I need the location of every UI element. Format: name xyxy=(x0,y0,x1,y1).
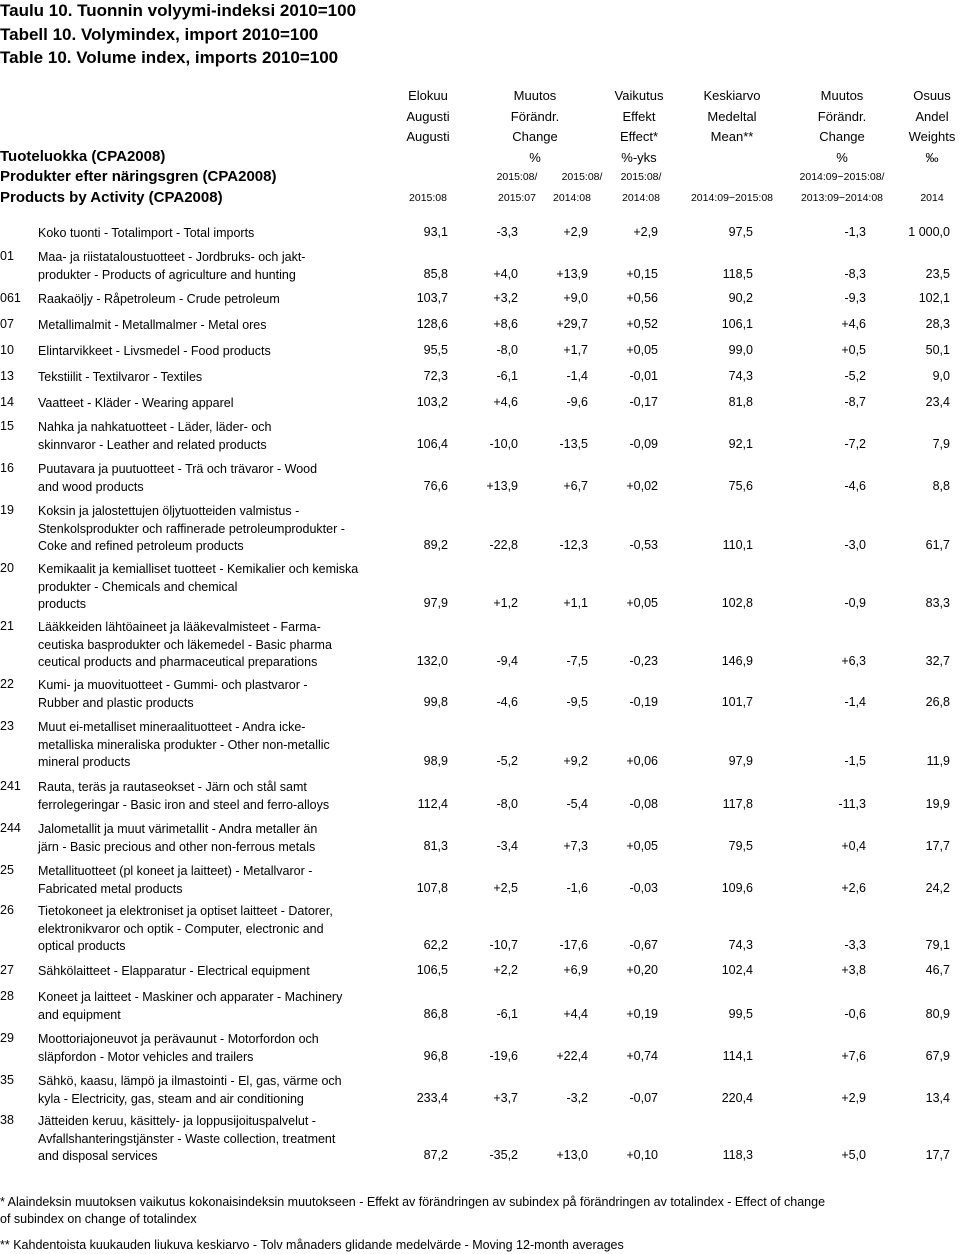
cell-value: 32,7 xyxy=(925,654,950,668)
cell-value: 89,2 xyxy=(423,538,448,552)
cell-value: 128,6 xyxy=(416,317,448,331)
period-label: 2014 xyxy=(920,192,944,204)
cell-value: -7,5 xyxy=(566,654,588,668)
cell-value: +1,7 xyxy=(563,343,588,357)
row-code: 26 xyxy=(0,903,14,917)
cell-value: +4,0 xyxy=(493,266,518,281)
row-label: Vaatteet - Kläder - Wearing apparel xyxy=(38,396,234,410)
cell-value: 81,8 xyxy=(728,395,753,409)
row-label: Metallituotteet (pl koneet ja laitteet) - Metallvaror - xyxy=(38,864,313,878)
cell-value: +2,2 xyxy=(493,963,518,977)
page-title: Table 10. Volume index, imports 2010=100 xyxy=(0,48,339,67)
cell-value: -8,0 xyxy=(496,796,518,811)
row-label: ceutical products and pharmaceutical preparations xyxy=(38,655,318,669)
row-code: 20 xyxy=(0,561,14,575)
cell-value: +1,1 xyxy=(563,596,588,610)
row-label: produkter - Chemicals and chemical xyxy=(38,579,238,594)
cell-value: 103,2 xyxy=(416,395,448,409)
cell-value: +0,02 xyxy=(626,478,658,493)
cell-value: +9,2 xyxy=(563,754,588,768)
cell-value: 99,8 xyxy=(423,694,448,709)
cell-value: 83,3 xyxy=(925,596,950,610)
row-label: Metallimalmit - Metallmalmer - Metal ores xyxy=(38,318,267,332)
cell-value: -17,6 xyxy=(559,938,588,952)
cell-value: +0,20 xyxy=(626,963,658,977)
cell-value: -3,4 xyxy=(496,838,518,853)
cell-value: 72,3 xyxy=(423,369,448,383)
cell-value: 102,4 xyxy=(721,963,753,977)
row-label: and wood products xyxy=(38,479,144,494)
cell-value: -0,67 xyxy=(629,938,658,952)
cell-value: +2,6 xyxy=(841,880,866,895)
cell-value: 9,0 xyxy=(932,369,950,383)
row-label: metalliska mineraliska produkter - Other non-metallic xyxy=(38,737,330,752)
cell-value: -19,6 xyxy=(489,1048,518,1063)
cell-value: -5,2 xyxy=(496,754,518,768)
cell-value: +0,74 xyxy=(626,1048,658,1063)
cell-value: 106,1 xyxy=(721,317,753,331)
row-code: 29 xyxy=(0,1031,14,1045)
row-code: 23 xyxy=(0,719,14,733)
row-code: 15 xyxy=(0,419,14,433)
column-header: % xyxy=(529,150,541,165)
cell-value: +0,05 xyxy=(626,596,658,610)
period-label: 2013:09−2014:08 xyxy=(800,192,884,204)
row-code: 061 xyxy=(0,291,21,305)
cell-value: 85,8 xyxy=(423,266,448,281)
column-header: %-yks xyxy=(621,150,657,165)
cell-value: 13,4 xyxy=(925,1090,950,1105)
cell-value: 96,8 xyxy=(423,1048,448,1063)
cell-value: 1 000,0 xyxy=(908,225,950,239)
cell-value: 109,6 xyxy=(721,880,753,895)
cell-value: 81,3 xyxy=(423,838,448,853)
row-code: 19 xyxy=(0,503,14,517)
cell-value: 106,5 xyxy=(416,963,448,977)
category-label: Tuoteluokka (CPA2008) xyxy=(0,148,166,165)
row-label: Maa- ja riistataloustuotteet - Jordbruks- och jakt- xyxy=(38,250,306,264)
cell-value: 114,1 xyxy=(722,1048,753,1063)
row-label: kyla - Electricity, gas, steam and air conditioning xyxy=(38,1091,304,1106)
cell-value: -1,4 xyxy=(566,369,588,383)
cell-value: +7,6 xyxy=(841,1048,866,1063)
column-header: Muutos xyxy=(513,88,557,103)
cell-value: +2,9 xyxy=(841,1090,866,1105)
cell-value: -9,5 xyxy=(566,694,588,709)
cell-value: 98,9 xyxy=(423,754,448,768)
column-header: Change xyxy=(512,129,558,144)
cell-value: -0,03 xyxy=(629,880,658,895)
cell-value: +2,5 xyxy=(493,880,518,895)
column-header: Effekt xyxy=(622,109,656,124)
row-label: Rubber and plastic products xyxy=(38,695,194,710)
cell-value: -3,3 xyxy=(496,225,518,239)
cell-value: -3,3 xyxy=(844,938,866,952)
row-label: Avfallshanteringstjänster - Waste collection, treatment xyxy=(38,1131,336,1146)
row-label: Moottoriajoneuvot ja perävaunut - Motorfordon och xyxy=(38,1032,319,1046)
cell-value: 97,5 xyxy=(728,225,753,239)
column-header: % xyxy=(836,150,848,165)
cell-value: -0,23 xyxy=(629,654,658,668)
page-title: Taulu 10. Tuonnin volyymi-indeksi 2010=100 xyxy=(0,1,357,20)
row-code: 25 xyxy=(0,863,14,877)
cell-value: +4,6 xyxy=(493,395,518,409)
column-header: Mean** xyxy=(710,129,754,144)
row-label: Raakaöljy - Råpetroleum - Crude petroleum xyxy=(38,292,280,306)
footnote: of subindex on change of totalindex xyxy=(0,1212,197,1226)
row-label: ceutiska basprodukter och läkemedel - Basic pharma xyxy=(38,637,332,652)
row-label: produkter - Products of agriculture and hunting xyxy=(38,267,296,282)
column-header: Medeltal xyxy=(707,109,757,124)
cell-value: +0,5 xyxy=(841,343,866,357)
cell-value: -3,2 xyxy=(566,1090,588,1105)
column-header: Augusti xyxy=(406,129,450,144)
cell-value: 95,5 xyxy=(423,343,448,357)
cell-value: 97,9 xyxy=(423,596,448,610)
period-label: 2014:09−2015:08/ xyxy=(799,171,885,183)
cell-value: 17,7 xyxy=(925,1148,950,1162)
column-header: Augusti xyxy=(406,109,450,124)
column-header: Osuus xyxy=(913,88,951,103)
cell-value: -5,2 xyxy=(844,369,866,383)
row-code: 16 xyxy=(0,461,14,475)
category-label: Products by Activity (CPA2008) xyxy=(0,189,223,206)
row-code: 35 xyxy=(0,1073,14,1087)
row-label: Jalometallit ja muut värimetallit - Andra metaller än xyxy=(38,822,318,836)
column-header: Keskiarvo xyxy=(703,88,761,103)
cell-value: +13,9 xyxy=(486,478,518,493)
cell-value: +29,7 xyxy=(556,317,588,331)
row-code: 244 xyxy=(0,821,21,835)
row-label: Sähkö, kaasu, lämpö ja ilmastointi - El, gas, värme och xyxy=(38,1074,342,1088)
cell-value: 112,4 xyxy=(417,796,448,811)
cell-value: +2,9 xyxy=(633,225,658,239)
cell-value: +9,0 xyxy=(563,291,588,305)
row-label: optical products xyxy=(38,939,126,953)
row-label: Nahka ja nahkatuotteet - Läder, läder- och xyxy=(38,420,272,434)
cell-value: 102,1 xyxy=(918,291,950,305)
cell-value: -5,4 xyxy=(566,796,588,811)
row-code: 14 xyxy=(0,395,14,409)
cell-value: -4,6 xyxy=(496,694,518,709)
row-label: Puutavara ja puutuotteet - Trä och trävaror - Wood xyxy=(38,462,318,476)
footnote: * Alaindeksin muutoksen vaikutus kokonaisindeksin muutokseen - Effekt av förändringen av subindex på förändringen av totalindex - Effect of change xyxy=(0,1195,826,1209)
column-header: Effect* xyxy=(619,129,659,144)
cell-value: +6,3 xyxy=(841,654,866,668)
cell-value: 19,9 xyxy=(925,796,950,811)
cell-value: 76,6 xyxy=(423,478,448,493)
cell-value: 26,8 xyxy=(925,694,950,709)
row-label: Koneet ja laitteet - Maskiner och apparater - Machinery xyxy=(38,990,343,1004)
column-header: Vaikutus xyxy=(614,88,664,103)
cell-value: -0,09 xyxy=(629,436,658,451)
column-header: Change xyxy=(819,129,865,144)
cell-value: 11,9 xyxy=(926,754,950,768)
period-label: 2015:08/ xyxy=(496,171,538,183)
category-label: Produkter efter näringsgren (CPA2008) xyxy=(0,168,277,185)
cell-value: +0,56 xyxy=(626,291,658,305)
row-code: 21 xyxy=(0,619,14,633)
cell-value: -1,6 xyxy=(566,880,588,895)
cell-value: -0,17 xyxy=(629,395,658,409)
period-label: 2015:07 xyxy=(498,192,536,204)
cell-value: +3,2 xyxy=(493,291,518,305)
row-label: ferrolegeringar - Basic iron and steel and ferro-alloys xyxy=(38,797,330,812)
row-code: 07 xyxy=(0,317,14,331)
cell-value: 220,4 xyxy=(721,1090,753,1105)
row-label: Sähkölaitteet - Elapparatur - Electrical equipment xyxy=(38,964,310,978)
cell-value: -0,9 xyxy=(844,596,866,610)
row-label: Elintarvikkeet - Livsmedel - Food products xyxy=(38,344,271,358)
row-code: 13 xyxy=(0,369,14,383)
cell-value: 74,3 xyxy=(728,938,753,952)
cell-value: 101,7 xyxy=(721,694,753,709)
cell-value: 8,8 xyxy=(932,478,950,493)
cell-value: +4,4 xyxy=(563,1006,588,1021)
cell-value: +1,2 xyxy=(493,596,518,610)
cell-value: 146,9 xyxy=(721,654,753,668)
cell-value: -1,3 xyxy=(844,225,866,239)
cell-value: +0,10 xyxy=(626,1148,658,1162)
cell-value: 102,8 xyxy=(721,596,753,610)
cell-value: 97,9 xyxy=(728,754,753,768)
cell-value: -10,7 xyxy=(489,938,518,952)
cell-value: 79,5 xyxy=(728,838,753,853)
row-label: Lääkkeiden lähtöaineet ja lääkevalmisteet - Farma- xyxy=(38,620,321,634)
cell-value: -7,2 xyxy=(844,436,866,451)
cell-value: -12,3 xyxy=(559,538,588,552)
cell-value: -22,8 xyxy=(489,538,518,552)
row-label: elektronikvaror och optik - Computer, electronic and xyxy=(38,921,324,936)
cell-value: -0,01 xyxy=(629,369,658,383)
cell-value: -8,0 xyxy=(496,343,518,357)
row-label: Muut ei-metalliset mineraalituotteet - Andra icke- xyxy=(38,720,306,734)
row-label: and disposal services xyxy=(38,1149,158,1163)
cell-value: 46,7 xyxy=(925,963,950,977)
cell-value: 90,2 xyxy=(728,291,753,305)
cell-value: 106,4 xyxy=(416,436,448,451)
cell-value: 118,5 xyxy=(722,266,753,281)
cell-value: 75,6 xyxy=(728,478,753,493)
period-label: 2015:08/ xyxy=(561,171,603,183)
row-code: 28 xyxy=(0,989,14,1003)
cell-value: +7,3 xyxy=(563,838,588,853)
cell-value: 99,5 xyxy=(728,1006,753,1021)
cell-value: -11,3 xyxy=(838,796,866,811)
cell-value: 23,5 xyxy=(925,266,950,281)
cell-value: 61,7 xyxy=(925,538,950,552)
cell-value: 87,2 xyxy=(423,1148,448,1162)
cell-value: 50,1 xyxy=(925,343,950,357)
cell-value: -9,6 xyxy=(566,395,588,409)
cell-value: +13,0 xyxy=(556,1148,588,1162)
page-title: Tabell 10. Volymindex, import 2010=100 xyxy=(0,25,319,44)
cell-value: -35,2 xyxy=(489,1148,518,1162)
row-label: järn - Basic precious and other non-ferrous metals xyxy=(38,839,316,854)
cell-value: 7,9 xyxy=(932,436,950,451)
cell-value: 74,3 xyxy=(728,369,753,383)
cell-value: +0,05 xyxy=(626,343,658,357)
cell-value: +6,7 xyxy=(563,478,588,493)
cell-value: +0,15 xyxy=(626,266,658,281)
cell-value: 132,0 xyxy=(416,654,448,668)
cell-value: 23,4 xyxy=(925,395,950,409)
cell-value: 28,3 xyxy=(925,317,950,331)
column-header: Andel xyxy=(915,109,949,124)
cell-value: 80,9 xyxy=(925,1006,950,1021)
row-code: 01 xyxy=(0,249,14,263)
cell-value: 24,2 xyxy=(925,880,950,895)
column-header: Förändr. xyxy=(510,109,560,124)
row-label: Coke and refined petroleum products xyxy=(38,539,244,553)
cell-value: 17,7 xyxy=(925,838,950,853)
cell-value: +3,8 xyxy=(841,963,866,977)
cell-value: 67,9 xyxy=(925,1048,950,1063)
period-label: 2015:08 xyxy=(409,192,447,204)
period-label: 2014:09−2015:08 xyxy=(690,192,774,204)
cell-value: 103,7 xyxy=(416,291,448,305)
row-label: Kumi- ja muovituotteet - Gummi- och plastvaror - xyxy=(38,678,308,692)
cell-value: +0,05 xyxy=(626,838,658,853)
cell-value: +5,0 xyxy=(841,1148,866,1162)
cell-value: -8,7 xyxy=(844,395,866,409)
period-label: 2014:08 xyxy=(622,192,660,204)
cell-value: -0,08 xyxy=(629,796,658,811)
row-label: Koko tuonti - Totalimport - Total imports xyxy=(38,226,255,240)
cell-value: +0,4 xyxy=(841,838,866,853)
row-label: skinnvaror - Leather and related products xyxy=(38,437,267,452)
cell-value: 107,8 xyxy=(416,880,448,895)
cell-value: -6,1 xyxy=(496,1006,518,1021)
cell-value: 233,4 xyxy=(416,1090,448,1105)
cell-value: +13,9 xyxy=(556,266,588,281)
cell-value: +0,52 xyxy=(626,317,658,331)
footnote: ** Kahdentoista kuukauden liukuva keskiarvo - Tolv månaders glidande medelvärde - Moving 12-month averages xyxy=(0,1238,624,1252)
row-label: Rauta, teräs ja rautaseokset - Järn och stål samt xyxy=(38,780,307,794)
cell-value: 99,0 xyxy=(728,343,753,357)
row-code: 27 xyxy=(0,963,14,977)
row-label: Jätteiden keruu, käsittely- ja loppusijoituspalvelut - xyxy=(38,1114,316,1128)
cell-value: -3,0 xyxy=(844,538,866,552)
row-label: Kemikaalit ja kemialliset tuotteet - Kemikalier och kemiska xyxy=(38,562,359,576)
cell-value: -4,6 xyxy=(844,478,866,493)
cell-value: -1,5 xyxy=(844,754,866,768)
row-label: Tekstiilit - Textilvaror - Textiles xyxy=(38,370,203,384)
column-header: Förändr. xyxy=(817,109,867,124)
period-label: 2015:08/ xyxy=(620,171,662,183)
cell-value: -0,19 xyxy=(629,694,658,709)
row-label: Fabricated metal products xyxy=(38,881,183,896)
row-label: släpfordon - Motor vehicles and trailers xyxy=(38,1049,254,1064)
cell-value: -8,3 xyxy=(844,266,866,281)
row-code: 38 xyxy=(0,1113,14,1127)
row-label: Tietokoneet ja elektroniset ja optiset laitteet - Datorer, xyxy=(38,904,333,918)
row-label: and equipment xyxy=(38,1007,121,1022)
cell-value: -13,5 xyxy=(559,436,588,451)
cell-value: +22,4 xyxy=(556,1048,588,1063)
row-label: Stenkolsprodukter och raffinerade petroleumprodukter - xyxy=(38,521,345,536)
cell-value: 117,8 xyxy=(722,796,753,811)
cell-value: -9,4 xyxy=(496,654,518,668)
row-code: 10 xyxy=(0,343,14,357)
cell-value: +0,19 xyxy=(626,1006,658,1021)
cell-value: +3,7 xyxy=(493,1090,518,1105)
cell-value: +8,6 xyxy=(493,317,518,331)
cell-value: 86,8 xyxy=(423,1006,448,1021)
cell-value: -1,4 xyxy=(844,694,866,709)
row-label: Koksin ja jalostettujen öljytuotteiden valmistus - xyxy=(38,504,300,518)
row-label: products xyxy=(38,597,86,611)
row-code: 22 xyxy=(0,677,14,691)
cell-value: 110,1 xyxy=(722,538,753,552)
cell-value: 79,1 xyxy=(925,938,950,952)
cell-value: +2,9 xyxy=(563,225,588,239)
row-label: mineral products xyxy=(38,755,131,769)
row-code: 241 xyxy=(0,779,21,793)
cell-value: +6,9 xyxy=(563,963,588,977)
cell-value: +0,06 xyxy=(626,754,658,768)
column-header: Elokuu xyxy=(408,88,448,103)
column-header: Muutos xyxy=(820,88,864,103)
period-label: 2014:08 xyxy=(553,192,591,204)
cell-value: 93,1 xyxy=(423,225,448,239)
cell-value: -9,3 xyxy=(844,291,866,305)
cell-value: -0,6 xyxy=(844,1006,866,1021)
cell-value: 92,1 xyxy=(728,436,753,451)
cell-value: 62,2 xyxy=(423,938,448,952)
cell-value: -0,07 xyxy=(629,1090,658,1105)
column-header: Weights xyxy=(908,129,956,144)
cell-value: -10,0 xyxy=(489,436,518,451)
cell-value: -0,53 xyxy=(629,538,658,552)
column-header: ‰ xyxy=(925,150,939,165)
cell-value: 118,3 xyxy=(722,1148,753,1162)
cell-value: -6,1 xyxy=(496,369,518,383)
cell-value: +4,6 xyxy=(841,317,866,331)
